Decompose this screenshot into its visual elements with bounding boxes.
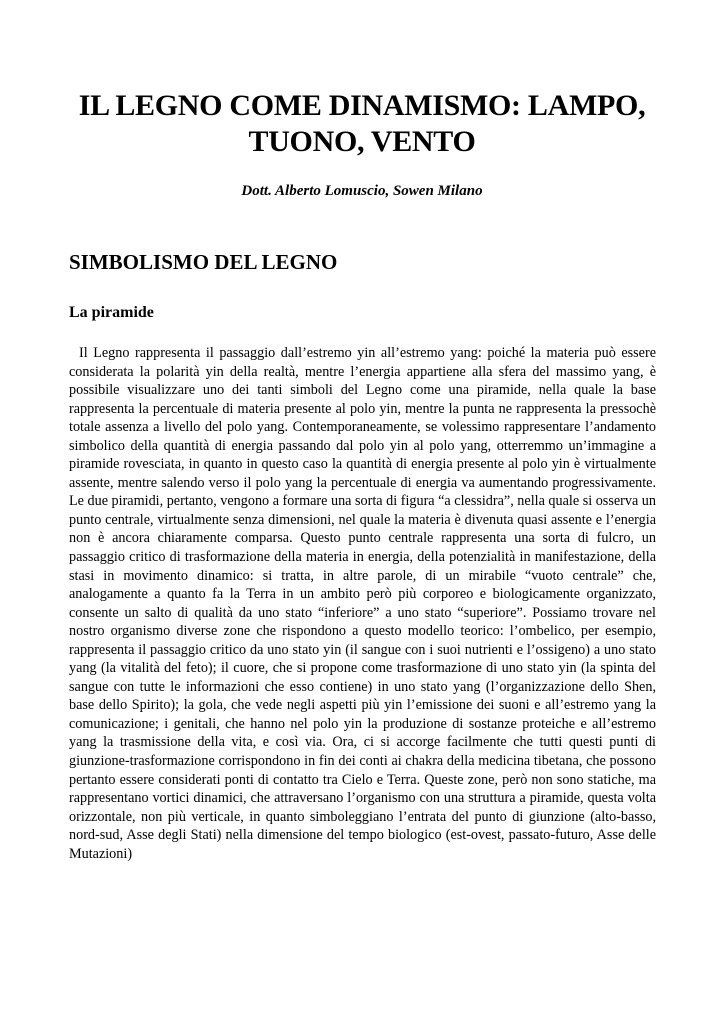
author-line: Dott. Alberto Lomuscio, Sowen Milano xyxy=(241,183,483,199)
subheading: La piramide xyxy=(69,304,154,321)
body-paragraph: Il Legno rappresenta il passaggio dall’estremo yin all’estremo yang: poiché la materia può essere considerata la polarità yin della realtà, mentre l’energia appartiene alla sfera del massimo yang, è possibile visualizzare uno dei tanti simboli del Legno come una piramide, nella quale la base rappresenta la percentuale di materia presente al polo yin, mentre la punta ne rappresenta la pressochè totale assenza a livello del polo yang. Contemporaneamente, se volessimo rappresentare l’andamento simbolico della quantità di energia passando dal polo yin al polo yang, otterremmo un’immagine a piramide rovesciata, in quanto in questo caso la quantità di energia presente al polo yin è virtualmente assente, mentre salendo verso il polo yang la percentuale di energia va aumentando progressivamente. Le due piramidi, pertanto, vengono a formare una sorta di figura “a clessidra”, nella quale si osserva un punto centrale, virtualmente senza dimensioni, nel quale la materia è divenuta quasi assente e l’energia non è ancora chiaramente comparsa. Questo punto centrale rappresenta una sorta di fulcro, un passaggio critico di trasformazione della materia in energia, della potenzialità in manifestazione, della stasi in movimento dinamico: si tratta, in altre parole, di un mirabile “vuoto centrale” che, analogamente a quanto fa la Terra in un ambito però più corporeo e biologicamente organizzato, consente un salto di qualità da uno stato “inferiore” a uno stato “superiore”. Possiamo trovare nel nostro organismo diverse zone che rispondono a questo modello teorico: l’ombelico, per esempio, rappresenta il passaggio critico da uno stato yin (il sangue con i suoi nutrienti e l’ossigeno) a uno stato yang (la vitalità del feto); il cuore, che si propone come trasformazione di uno stato yin (la spinta del sangue con tutte le informazioni che esso contiene) in uno stato yang (l’organizzazione dello Shen, base dello Spirito); la gola, che vede negli aspetti più yin l’emissione dei suoni e all’estremo yang la comunicazione; i genitali, che hanno nel polo yin la produzione di sostanze proteiche e all’estremo yang la trasmissione della vita, e così via. Ora, ci si accorge facilmente che tutti questi punti di giunzione-trasformazione corrispondono in fin dei conti ai chakra della medicina tibetana, che possono pertanto essere considerati ponti di contatto tra Cielo e Terra. Queste zone, però non sono statiche, ma rappresentano vortici dinamici, che attraversano l’organismo con una struttura a piramide, questa volta orizzontale, non più verticale, in quanto simboleggiano l’entrata del punto di giunzione (alto-basso, nord-sud, Asse degli Stati) nella dimensione del tempo biologico (est-ovest, passato-futuro, Asse delle Mutazioni) xyxy=(69,345,656,862)
section-heading: SIMBOLISMO DEL LEGNO xyxy=(69,250,338,274)
document-title: IL LEGNO COME DINAMISMO: LAMPO, TUONO, VENTO xyxy=(78,89,646,158)
